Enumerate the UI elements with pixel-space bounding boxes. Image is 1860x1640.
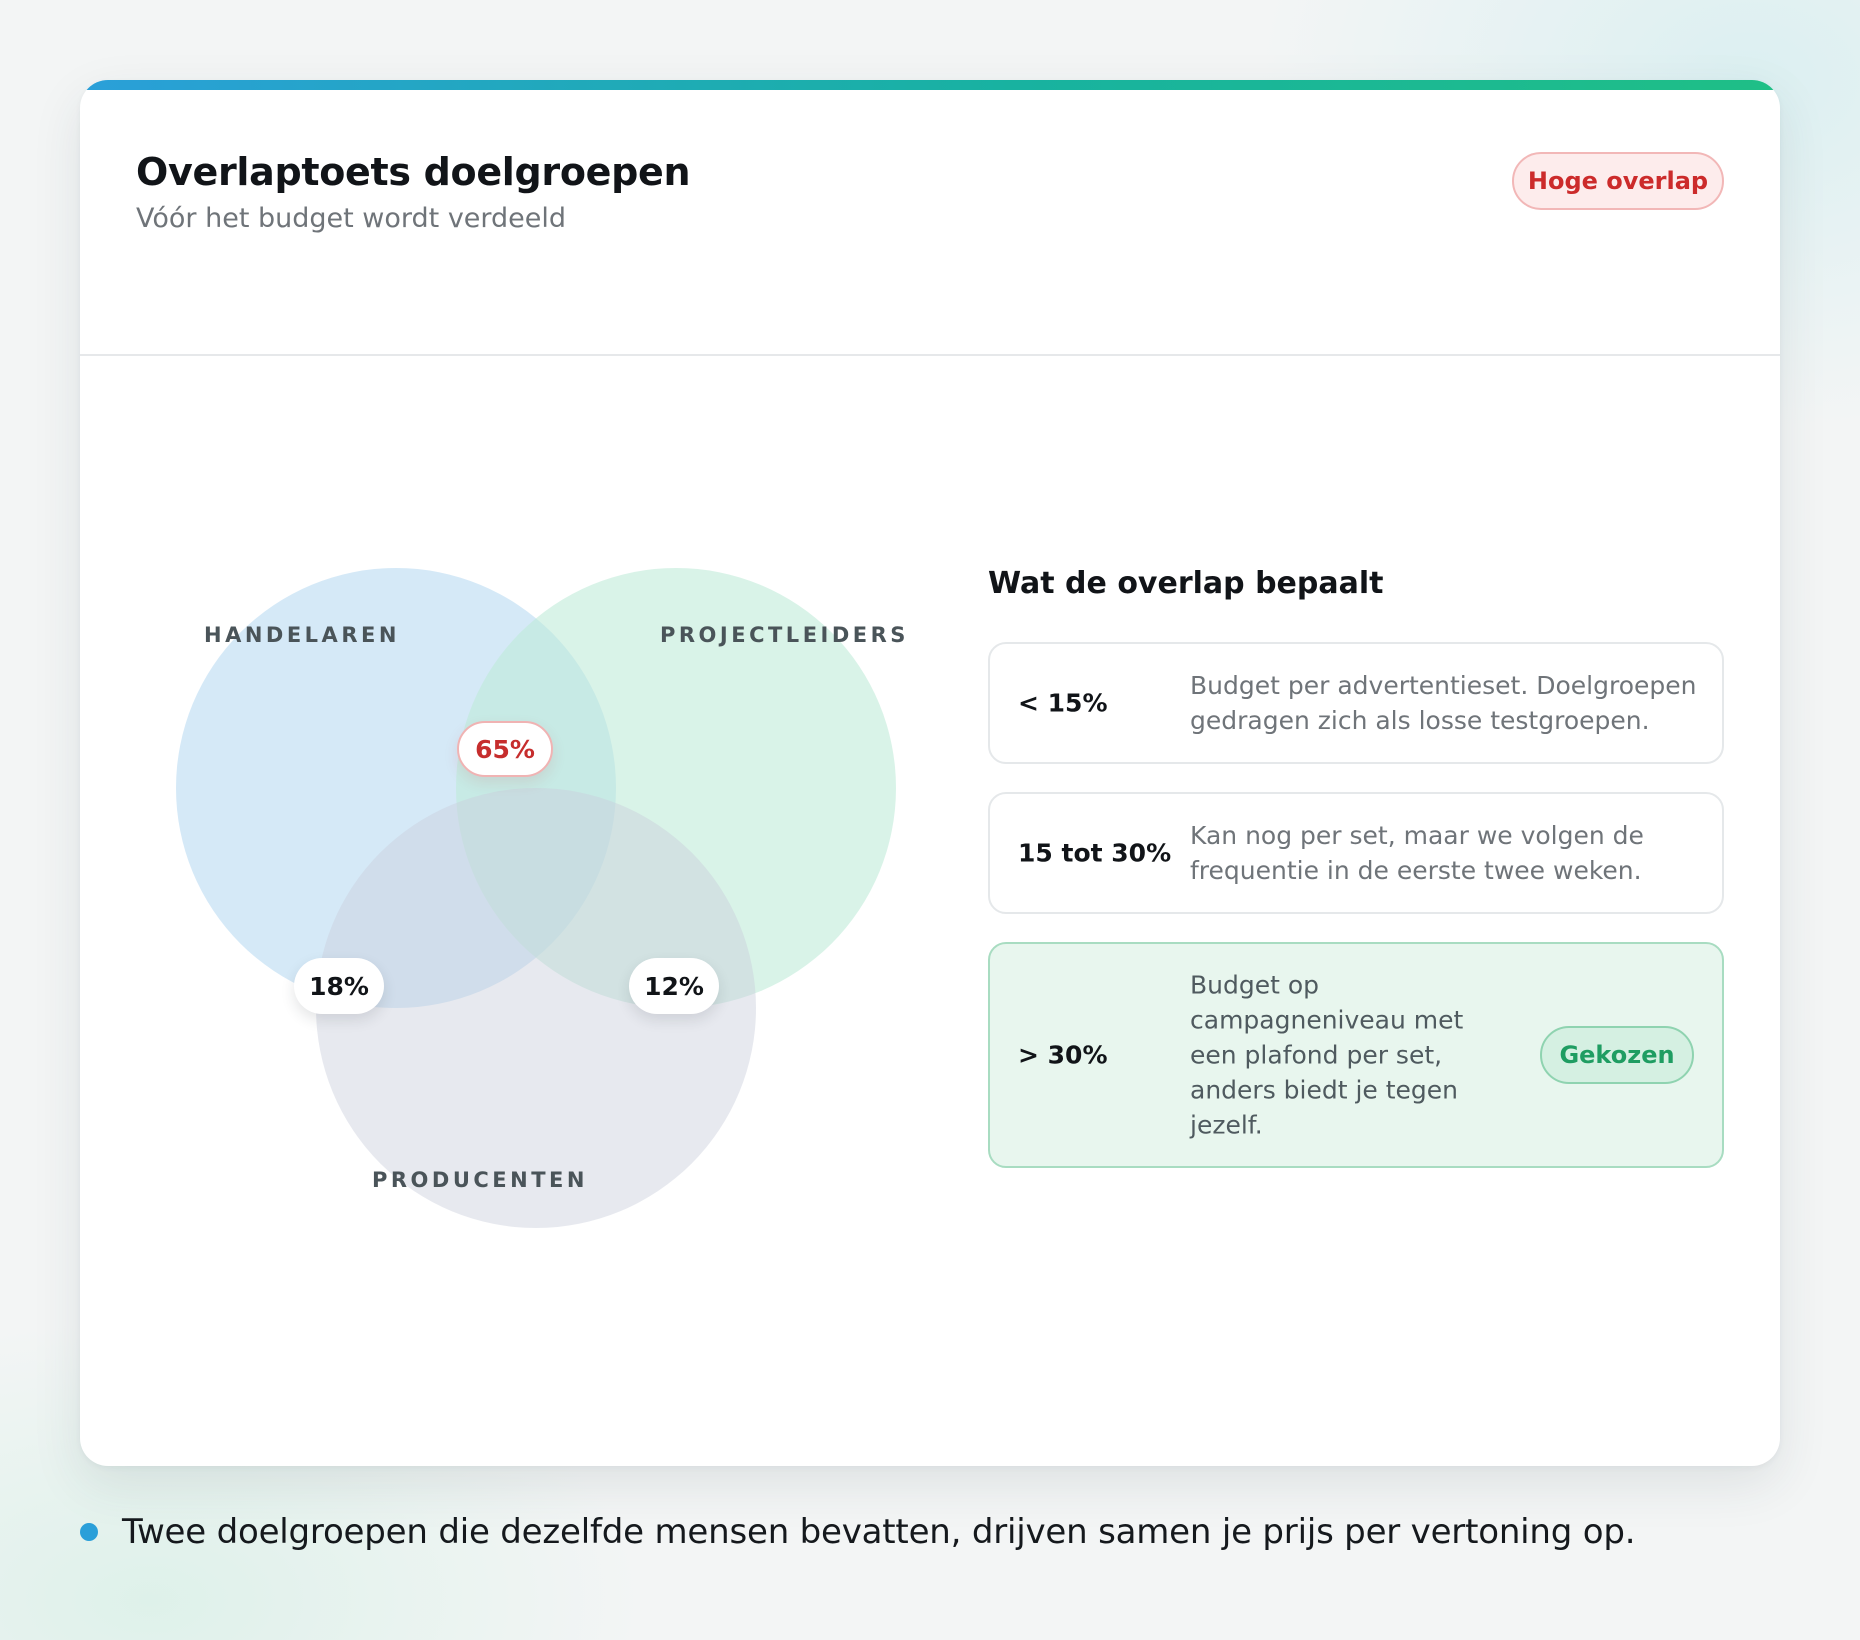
venn-label-handelaren: HANDELAREN	[204, 623, 400, 647]
rule-range: < 15%	[1018, 688, 1108, 718]
rule-row-high[interactable]	[988, 942, 1724, 1168]
page-title: Overlaptoets doelgroepen	[136, 150, 691, 194]
rule-text: Budget per advertentieset. Doelgroepen gedragen zich als losse testgroepen.	[1190, 671, 1697, 735]
overlap-pill-projectleiders-producenten: 12%	[629, 958, 719, 1014]
venn-label-producenten: PRODUCENTEN	[372, 1168, 588, 1192]
rule-row-low	[988, 642, 1724, 764]
rule-row-medium	[988, 792, 1724, 914]
legend-title: Wat de overlap bepaalt	[988, 566, 1384, 601]
overlap-card	[80, 80, 1780, 1466]
footnote	[80, 1512, 1635, 1552]
chosen-badge: Gekozen	[1540, 1026, 1694, 1084]
bullet-icon	[80, 1523, 98, 1541]
page-subtitle: Vóór het budget wordt verdeeld	[136, 203, 567, 234]
rule-range: 15 tot 30%	[1018, 838, 1172, 868]
venn-label-projectleiders: PROJECTLEIDERS	[660, 623, 909, 647]
overlap-pill-handelaren-producenten: 18%	[294, 958, 384, 1014]
rule-text: Kan nog per set, maar we volgen de frequentie in de eerste twee weken.	[1190, 821, 1644, 885]
footnote-text: Twee doelgroepen die dezelfde mensen bevatten, drijven samen je prijs per vertoning op.	[122, 1512, 1636, 1552]
rule-range: > 30%	[1018, 1040, 1108, 1070]
rule-text: Budget op campagneniveau met een plafond per set, anders biedt je tegen jezelf.	[1190, 970, 1464, 1140]
status-badge: Hoge overlap	[1512, 152, 1724, 210]
overlap-pill-handelaren-projectleiders: 65%	[457, 721, 553, 777]
